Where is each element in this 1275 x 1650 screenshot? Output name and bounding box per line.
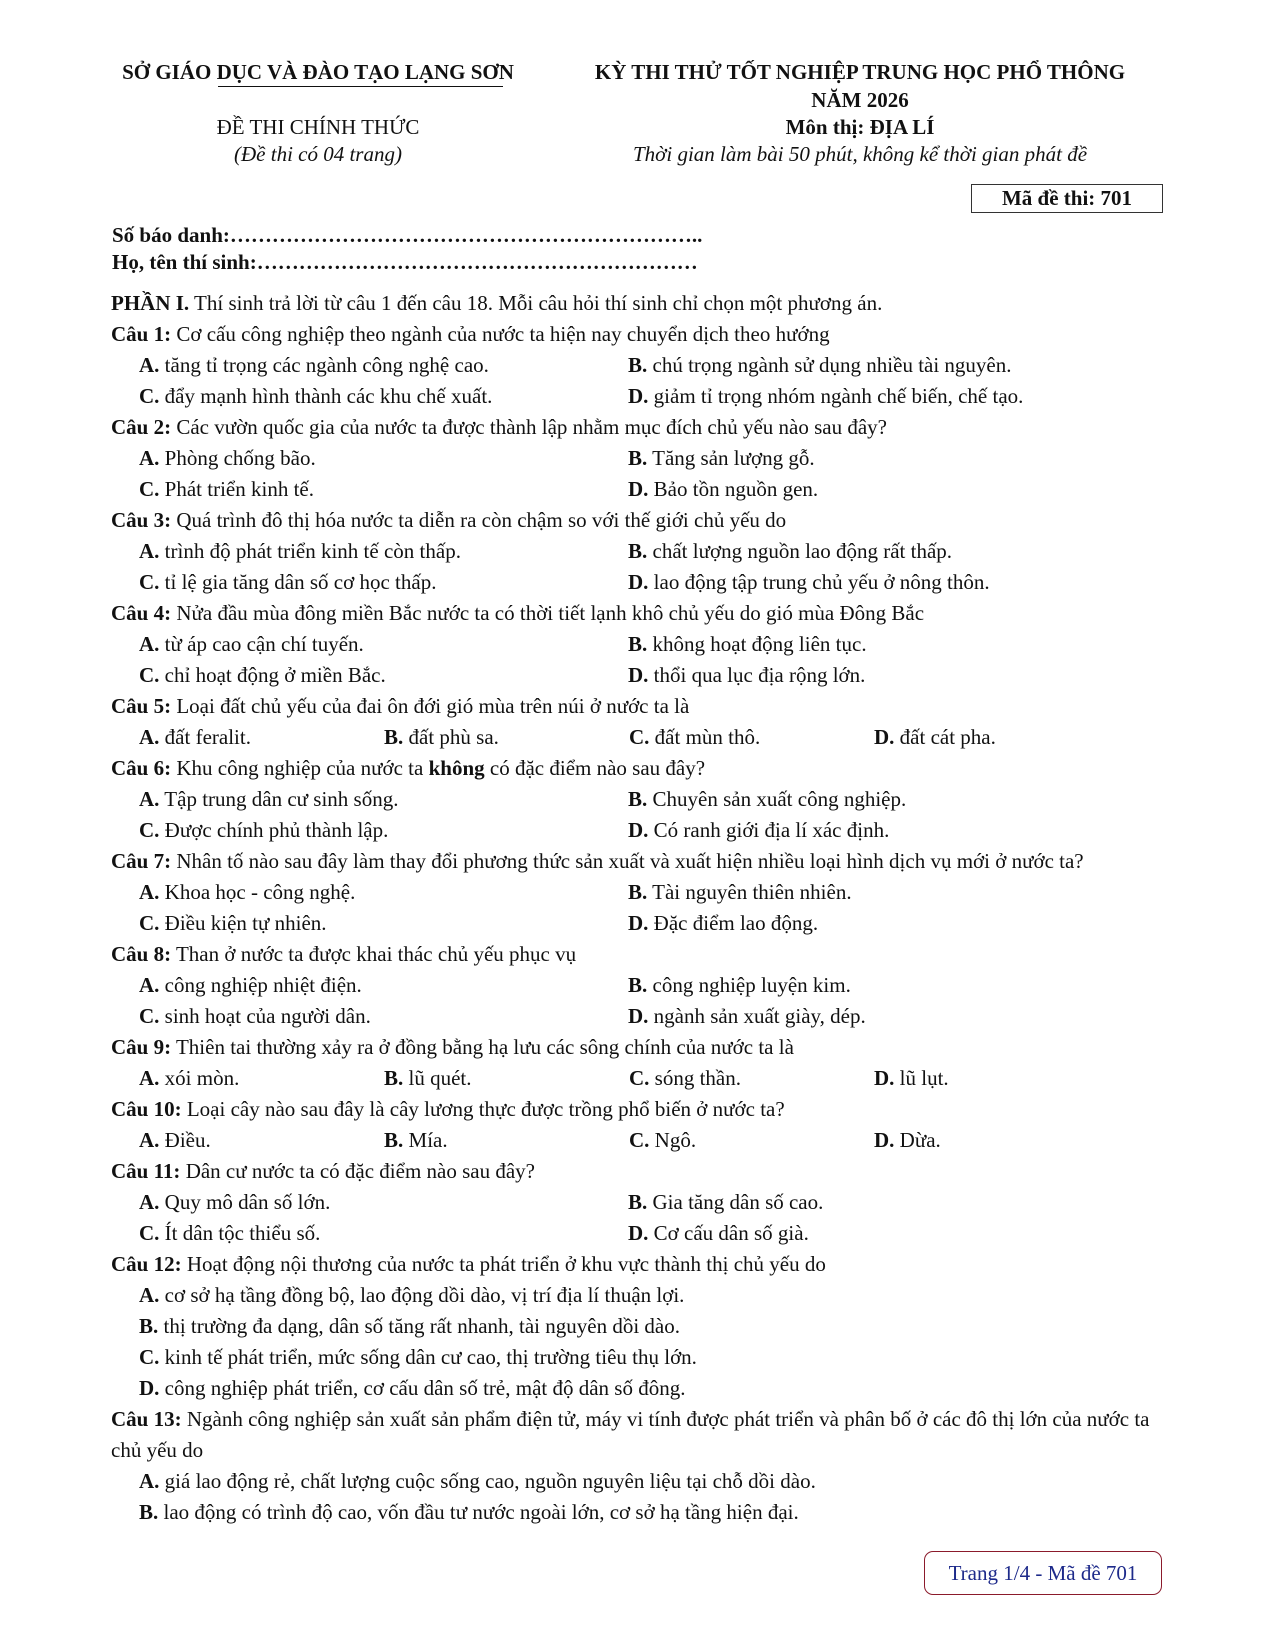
option-list	[111, 1466, 1171, 1528]
answer-option	[139, 908, 628, 939]
question-label: Câu 5:	[111, 694, 172, 718]
answer-option	[628, 815, 1117, 846]
option-letter: C.	[139, 663, 160, 687]
question-label: Câu 6:	[111, 756, 172, 780]
option-text: Chuyên sản xuất công nghiệp.	[652, 787, 907, 811]
question	[111, 505, 1171, 598]
answer-option	[139, 784, 628, 815]
option-list	[111, 877, 1171, 939]
option-letter: D.	[628, 1221, 649, 1245]
question	[111, 939, 1171, 1032]
option-letter: B.	[628, 539, 648, 563]
question-text: Hoạt động nội thương của nước ta phát triển ở khu vực thành thị chủ yếu do	[186, 1252, 826, 1276]
question-label: Câu 10:	[111, 1097, 182, 1121]
student-name-line: Họ, tên thí sinh:………………………………………………………	[112, 250, 698, 274]
answer-option	[139, 350, 628, 381]
question-stem	[111, 412, 1171, 443]
option-text: Được chính phủ thành lập.	[164, 818, 389, 842]
option-letter: B.	[139, 1314, 159, 1338]
option-text: trình độ phát triển kinh tế còn thấp.	[164, 539, 461, 563]
option-letter: A.	[139, 725, 160, 749]
option-letter: B.	[384, 1066, 404, 1090]
option-letter: D.	[628, 911, 649, 935]
answer-option	[384, 1063, 629, 1094]
question	[111, 1404, 1171, 1528]
option-letter: D.	[628, 570, 649, 594]
answer-option	[139, 443, 628, 474]
question-label: Câu 13:	[111, 1407, 182, 1431]
option-text: Tập trung dân cư sinh sống.	[164, 787, 399, 811]
exam-header	[560, 58, 1160, 114]
option-list	[111, 1125, 1171, 1156]
department-name: SỞ GIÁO DỤC VÀ ĐÀO TẠO LẠNG SƠN	[122, 60, 514, 84]
option-list	[111, 1280, 1171, 1404]
question-label: Câu 12:	[111, 1252, 182, 1276]
option-letter: C.	[139, 477, 160, 501]
page-footer: Trang 1/4 - Mã đề 701	[924, 1551, 1162, 1595]
question-text: Nửa đầu mùa đông miền Bắc nước ta có thời tiết lạnh khô chủ yếu do gió mùa Đông Bắc	[176, 601, 925, 625]
option-text: giá lao động rẻ, chất lượng cuộc sống cao, nguồn nguyên liệu tại chỗ dồi dào.	[164, 1469, 816, 1493]
question	[111, 846, 1171, 939]
answer-option	[139, 815, 628, 846]
option-text: đất mùn thô.	[654, 725, 761, 749]
answer-option	[139, 1466, 1171, 1497]
option-letter: B.	[628, 973, 648, 997]
option-list	[111, 536, 1171, 598]
option-letter: B.	[628, 880, 648, 904]
answer-option	[384, 722, 629, 753]
question-stem	[111, 598, 1171, 629]
option-text: lũ lụt.	[899, 1066, 949, 1090]
answer-option	[629, 722, 874, 753]
option-letter: D.	[628, 384, 649, 408]
question-stem	[111, 846, 1171, 877]
question-stem	[111, 1404, 1171, 1466]
option-letter: C.	[629, 725, 650, 749]
option-letter: D.	[628, 1004, 649, 1028]
option-text: chất lượng nguồn lao động rất thấp.	[652, 539, 953, 563]
answer-option	[139, 1001, 628, 1032]
option-text: Phát triển kinh tế.	[164, 477, 314, 501]
option-letter: B.	[628, 787, 648, 811]
option-text: Quy mô dân số lớn.	[164, 1190, 331, 1214]
question-text: Quá trình đô thị hóa nước ta diễn ra còn chậm so với thế giới chủ yếu do	[176, 508, 787, 532]
option-text: sóng thần.	[654, 1066, 741, 1090]
option-text: Phòng chống bão.	[164, 446, 316, 470]
option-text: công nghiệp phát triển, cơ cấu dân số trẻ, mật độ dân số đông.	[164, 1376, 686, 1400]
option-text: công nghiệp nhiệt điện.	[164, 973, 362, 997]
question-stem	[111, 505, 1171, 536]
answer-option	[139, 1342, 1171, 1373]
answer-option	[139, 970, 628, 1001]
answer-option	[628, 567, 1117, 598]
question-stem	[111, 691, 1171, 722]
option-letter: A.	[139, 446, 160, 470]
question-stem	[111, 1094, 1171, 1125]
question-label: Câu 4:	[111, 601, 172, 625]
option-text: Gia tăng dân số cao.	[652, 1190, 824, 1214]
option-text: chú trọng ngành sử dụng nhiều tài nguyên.	[652, 353, 1012, 377]
answer-option	[629, 1125, 874, 1156]
answer-option	[629, 1063, 874, 1094]
answer-option	[628, 970, 1117, 1001]
exam-title-line2: NĂM 2026	[811, 88, 909, 112]
option-text: tỉ lệ gia tăng dân số cơ học thấp.	[164, 570, 437, 594]
option-text: Tài nguyên thiên nhiên.	[652, 880, 852, 904]
answer-option	[139, 381, 628, 412]
question	[111, 1156, 1171, 1249]
option-letter: D.	[628, 663, 649, 687]
option-letter: A.	[139, 1469, 160, 1493]
answer-option	[628, 350, 1117, 381]
option-letter: A.	[139, 1128, 160, 1152]
answer-option	[628, 381, 1117, 412]
option-text: Đặc điểm lao động.	[653, 911, 819, 935]
question-stem	[111, 753, 1171, 784]
answer-option	[628, 877, 1117, 908]
option-letter: B.	[628, 446, 648, 470]
option-list	[111, 350, 1171, 412]
question	[111, 598, 1171, 691]
answer-option	[628, 536, 1117, 567]
question-text: Ngành công nghiệp sản xuất sản phẩm điện tử, máy vi tính được phát triển và phân bố ở các đô thị lớn của nước ta chủ yếu do	[111, 1407, 1150, 1462]
option-text: Điều.	[164, 1128, 211, 1152]
subject-title: Môn thị: ĐỊA LÍ	[785, 115, 935, 139]
question	[111, 691, 1171, 753]
option-letter: A.	[139, 632, 160, 656]
question-text: Thiên tai thường xảy ra ở đồng bằng hạ lưu các sông chính của nước ta là	[175, 1035, 794, 1059]
question	[111, 753, 1171, 846]
answer-option	[139, 536, 628, 567]
option-letter: C.	[629, 1066, 650, 1090]
option-letter: A.	[139, 880, 160, 904]
header-underline	[218, 86, 503, 87]
answer-option	[139, 660, 628, 691]
option-text: tăng tỉ trọng các ngành công nghệ cao.	[164, 353, 489, 377]
question-label: Câu 8:	[111, 942, 172, 966]
answer-option	[628, 1001, 1117, 1032]
question-text: có đặc điểm nào sau đây?	[484, 756, 706, 780]
question-stem	[111, 1156, 1171, 1187]
question-text: Nhân tố nào sau đây làm thay đổi phương thức sản xuất và xuất hiện nhiều loại hình dịch vụ mới ở nước ta?	[176, 849, 1084, 873]
option-text: ngành sản xuất giày, dép.	[653, 1004, 866, 1028]
option-letter: B.	[628, 1190, 648, 1214]
option-list	[111, 784, 1171, 846]
answer-option	[628, 660, 1117, 691]
option-text: xói mòn.	[164, 1066, 240, 1090]
option-text: không hoạt động liên tục.	[652, 632, 867, 656]
answer-option	[139, 1373, 1171, 1404]
option-text: từ áp cao cận chí tuyến.	[164, 632, 364, 656]
answer-option	[139, 1497, 1171, 1528]
option-letter: C.	[139, 384, 160, 408]
option-letter: A.	[139, 973, 160, 997]
answer-option	[628, 443, 1117, 474]
option-letter: B.	[628, 353, 648, 377]
option-letter: B.	[384, 1128, 404, 1152]
answer-option	[874, 722, 1119, 753]
option-text: kinh tế phát triển, mức sống dân cư cao, thị trường tiêu thụ lớn.	[164, 1345, 697, 1369]
option-letter: C.	[139, 818, 160, 842]
question-stem	[111, 939, 1171, 970]
option-letter: A.	[139, 1066, 160, 1090]
answer-option	[139, 1218, 628, 1249]
option-text: Ngô.	[654, 1128, 697, 1152]
option-list	[111, 629, 1171, 691]
option-text: Tăng sản lượng gỗ.	[652, 446, 815, 470]
question	[111, 319, 1171, 412]
option-letter: A.	[139, 1190, 160, 1214]
question-label: Câu 7:	[111, 849, 172, 873]
option-letter: C.	[629, 1128, 650, 1152]
exam-code-box: Mã đề thi: 701	[971, 184, 1163, 213]
answer-option	[139, 1125, 384, 1156]
option-text: sinh hoạt của người dân.	[164, 1004, 371, 1028]
option-text: Ít dân tộc thiểu số.	[164, 1221, 321, 1245]
option-letter: D.	[874, 1128, 895, 1152]
official-label: ĐỀ THI CHÍNH THỨC	[216, 115, 420, 139]
option-text: thổi qua lục địa rộng lớn.	[653, 663, 866, 687]
question	[111, 412, 1171, 505]
question-text: Khu công nghiệp của nước ta	[176, 756, 429, 780]
student-id-line: Số báo danh:…………………………………………………………..	[112, 223, 703, 247]
option-letter: C.	[139, 1345, 160, 1369]
option-text: Có ranh giới địa lí xác định.	[653, 818, 890, 842]
answer-option	[139, 877, 628, 908]
option-letter: C.	[139, 1004, 160, 1028]
question-label: Câu 2:	[111, 415, 172, 439]
answer-option	[628, 474, 1117, 505]
part-instruction	[111, 288, 1171, 319]
option-text: công nghiệp luyện kim.	[652, 973, 851, 997]
option-list	[111, 443, 1171, 505]
question	[111, 1249, 1171, 1404]
question	[111, 1094, 1171, 1156]
option-letter: A.	[139, 353, 160, 377]
question-stem	[111, 1032, 1171, 1063]
option-text: Dừa.	[899, 1128, 941, 1152]
answer-option	[628, 1187, 1117, 1218]
option-letter: B.	[139, 1500, 159, 1524]
answer-option	[139, 567, 628, 598]
answer-option	[139, 474, 628, 505]
answer-option	[139, 1063, 384, 1094]
option-text: đất cát pha.	[899, 725, 996, 749]
question-text: Than ở nước ta được khai thác chủ yếu phục vụ	[175, 942, 577, 966]
option-text: Mía.	[408, 1128, 448, 1152]
option-text: đất feralit.	[164, 725, 251, 749]
answer-option	[139, 1311, 1171, 1342]
question-stem	[111, 1249, 1171, 1280]
option-text: đẩy mạnh hình thành các khu chế xuất.	[164, 384, 493, 408]
answer-option	[384, 1125, 629, 1156]
option-text: lũ quét.	[408, 1066, 472, 1090]
option-text: giảm tỉ trọng nhóm ngành chế biến, chế tạo.	[653, 384, 1024, 408]
answer-option	[139, 1187, 628, 1218]
part-text: Thí sinh trả lời từ câu 1 đến câu 18. Mỗi câu hỏi thí sinh chỉ chọn một phương án.	[194, 291, 883, 315]
answer-option	[139, 1280, 1171, 1311]
question-list	[111, 319, 1171, 1528]
answer-option	[628, 784, 1117, 815]
answer-option	[874, 1063, 1119, 1094]
option-text: Khoa học - công nghệ.	[164, 880, 356, 904]
option-letter: C.	[139, 911, 160, 935]
answer-option	[874, 1125, 1119, 1156]
option-list	[111, 1063, 1171, 1094]
question-label: Câu 3:	[111, 508, 172, 532]
question	[111, 1032, 1171, 1094]
answer-option	[628, 1218, 1117, 1249]
option-letter: A.	[139, 1283, 160, 1307]
option-list	[111, 722, 1171, 753]
option-letter: D.	[139, 1376, 160, 1400]
department-header	[98, 58, 538, 86]
option-letter: D.	[874, 725, 895, 749]
question-label: Câu 1:	[111, 322, 172, 346]
option-list	[111, 970, 1171, 1032]
question-label: Câu 9:	[111, 1035, 172, 1059]
answer-option	[628, 629, 1117, 660]
question-emphasis: không	[428, 756, 485, 780]
answer-option	[628, 908, 1117, 939]
option-text: Bảo tồn nguồn gen.	[653, 477, 819, 501]
exam-body	[111, 288, 1171, 1528]
option-list	[111, 1187, 1171, 1249]
answer-option	[139, 722, 384, 753]
option-letter: C.	[139, 570, 160, 594]
answer-option	[139, 629, 628, 660]
option-letter: B.	[628, 632, 648, 656]
option-letter: B.	[384, 725, 404, 749]
question-text: Loại cây nào sau đây là cây lương thực được trồng phổ biến ở nước ta?	[186, 1097, 785, 1121]
option-text: lao động có trình độ cao, vốn đầu tư nước ngoài lớn, cơ sở hạ tầng hiện đại.	[163, 1500, 799, 1524]
time-note: Thời gian làm bài 50 phút, không kể thời gian phát đề	[632, 142, 1088, 166]
option-text: chỉ hoạt động ở miền Bắc.	[164, 663, 386, 687]
question-label: Câu 11:	[111, 1159, 181, 1183]
question-text: Cơ cấu công nghiệp theo ngành của nước ta hiện nay chuyển dịch theo hướng	[176, 322, 830, 346]
option-letter: A.	[139, 539, 160, 563]
question-text: Các vườn quốc gia của nước ta được thành lập nhằm mục đích chủ yếu nào sau đây?	[176, 415, 887, 439]
option-letter: D.	[628, 477, 649, 501]
option-letter: D.	[628, 818, 649, 842]
option-text: Cơ cấu dân số già.	[653, 1221, 809, 1245]
question-stem	[111, 319, 1171, 350]
option-text: Điều kiện tự nhiên.	[164, 911, 327, 935]
question-text: Loại đất chủ yếu của đai ôn đới gió mùa trên núi ở nước ta là	[176, 694, 690, 718]
option-letter: D.	[874, 1066, 895, 1090]
option-letter: C.	[139, 1221, 160, 1245]
question-text: Dân cư nước ta có đặc điểm nào sau đây?	[185, 1159, 535, 1183]
option-text: lao động tập trung chủ yếu ở nông thôn.	[653, 570, 990, 594]
option-text: cơ sở hạ tầng đồng bộ, lao động dồi dào, vị trí địa lí thuận lợi.	[164, 1283, 685, 1307]
part-label: PHẦN I.	[111, 291, 190, 315]
exam-title-line1: KỲ THI THỬ TỐT NGHIỆP TRUNG HỌC PHỔ THÔNG	[594, 60, 1126, 84]
pages-note: (Đề thi có 04 trang)	[234, 142, 402, 166]
option-text: thị trường đa dạng, dân số tăng rất nhanh, tài nguyên dồi dào.	[163, 1314, 680, 1338]
option-text: đất phù sa.	[408, 725, 499, 749]
option-letter: A.	[139, 787, 160, 811]
